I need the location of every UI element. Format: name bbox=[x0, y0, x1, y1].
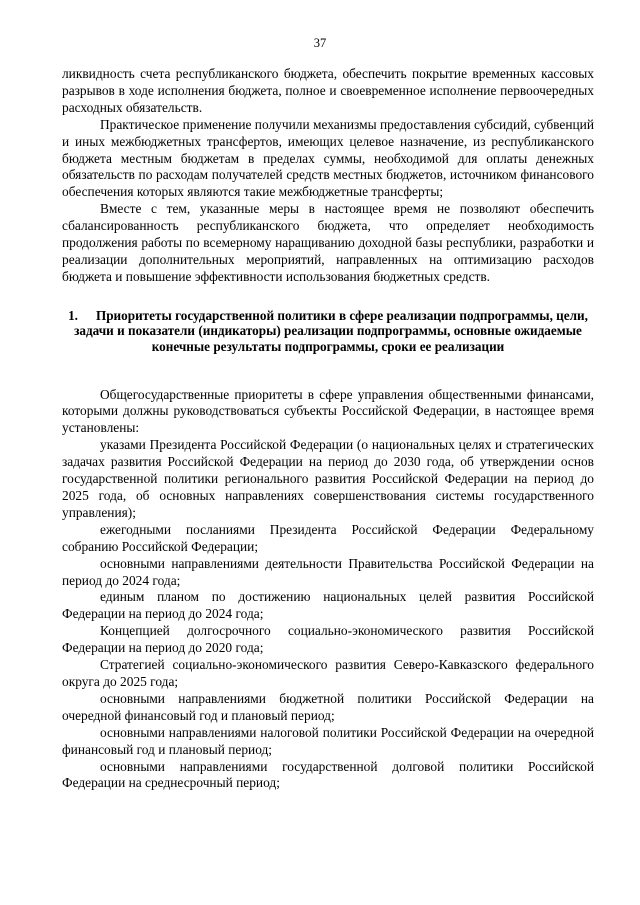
page-number: 37 bbox=[313, 36, 327, 50]
list-item: единым планом по достижению национальных целей развития Российской Федерации на период до 2024 года; bbox=[62, 589, 594, 622]
list-item: Стратегией социально-экономического развития Северо-Кавказского федерального округа до 2025 года; bbox=[62, 657, 594, 689]
section-number: 1. bbox=[68, 307, 78, 323]
list-item: основными направлениями государственной долговой политики Российской Федерации на среднесрочный период; bbox=[62, 758, 594, 791]
list-item: Концепцией долгосрочного социально-экономического развития Российской Федерации на период до 2020 года; bbox=[62, 623, 594, 656]
list-item: ежегодными посланиями Президента Российской Федерации Федеральному собранию Российской Федерации; bbox=[62, 521, 594, 554]
paragraph: ликвидность счета республиканского бюджета, обеспечить покрытие временных кассовых разрывов в ходе исполнения бюджета, полное и своевременное исполнение первоочередных расходных обязательств. bbox=[62, 66, 594, 115]
list-item: указами Президента Российской Федерации (о национальных целях и стратегических задачах развития Российской Федерации на период до 2030 года, об утверждении основ государственной политики регионального развития Российской Федерации на период до 2025 года, об основных направлениях совершенствования системы государственного управления); bbox=[62, 437, 594, 520]
list-item: основными направлениями деятельности Правительства Российской Федерации на период до 2024 года; bbox=[62, 555, 594, 588]
list-item: основными направлениями бюджетной политики Российской Федерации на очередной финансовый год и плановый период; bbox=[62, 690, 594, 723]
paragraph: Практическое применение получили механизмы предоставления субсидий, субвенций и иных межбюджетных трансфертов, имеющих целевое назначение, из республиканского бюджета местным бюджетам в пределах суммы, необходимой для оплаты денежных обязательств по расходам получателей средств местных бюджетов, источником финансового обеспечения которых являются такие межбюджетные трансферты; bbox=[62, 116, 594, 200]
list-item: основными направлениями налоговой политики Российской Федерации на очередной финансовый год и плановый период; bbox=[62, 724, 594, 757]
section-title: Приоритеты государственной политики в сфере реализации подпрограммы, цели, задачи и показатели (индикаторы) реализации подпрограммы, основные ожидаемые конечные результаты подпрограммы, сроки ее реализации bbox=[74, 307, 588, 354]
priority-list bbox=[62, 437, 594, 792]
section-heading bbox=[62, 308, 594, 355]
paragraph: Вместе с тем, указанные меры в настоящее время не позволяют обеспечить сбалансированность республиканского бюджета, что определяет необходимость продолжения работы по всемерному наращиванию доходной базы республики, разработки и реализации дополнительных мероприятий, направленных на оптимизацию расходов бюджета и повышение эффективности использования бюджетных средств. bbox=[62, 201, 594, 284]
intro-paragraph: Общегосударственные приоритеты в сфере управления общественными финансами, которыми должны руководствоваться субъекты Российской Федерации, в настоящее время установлены: bbox=[62, 386, 594, 436]
document-body bbox=[62, 66, 594, 792]
